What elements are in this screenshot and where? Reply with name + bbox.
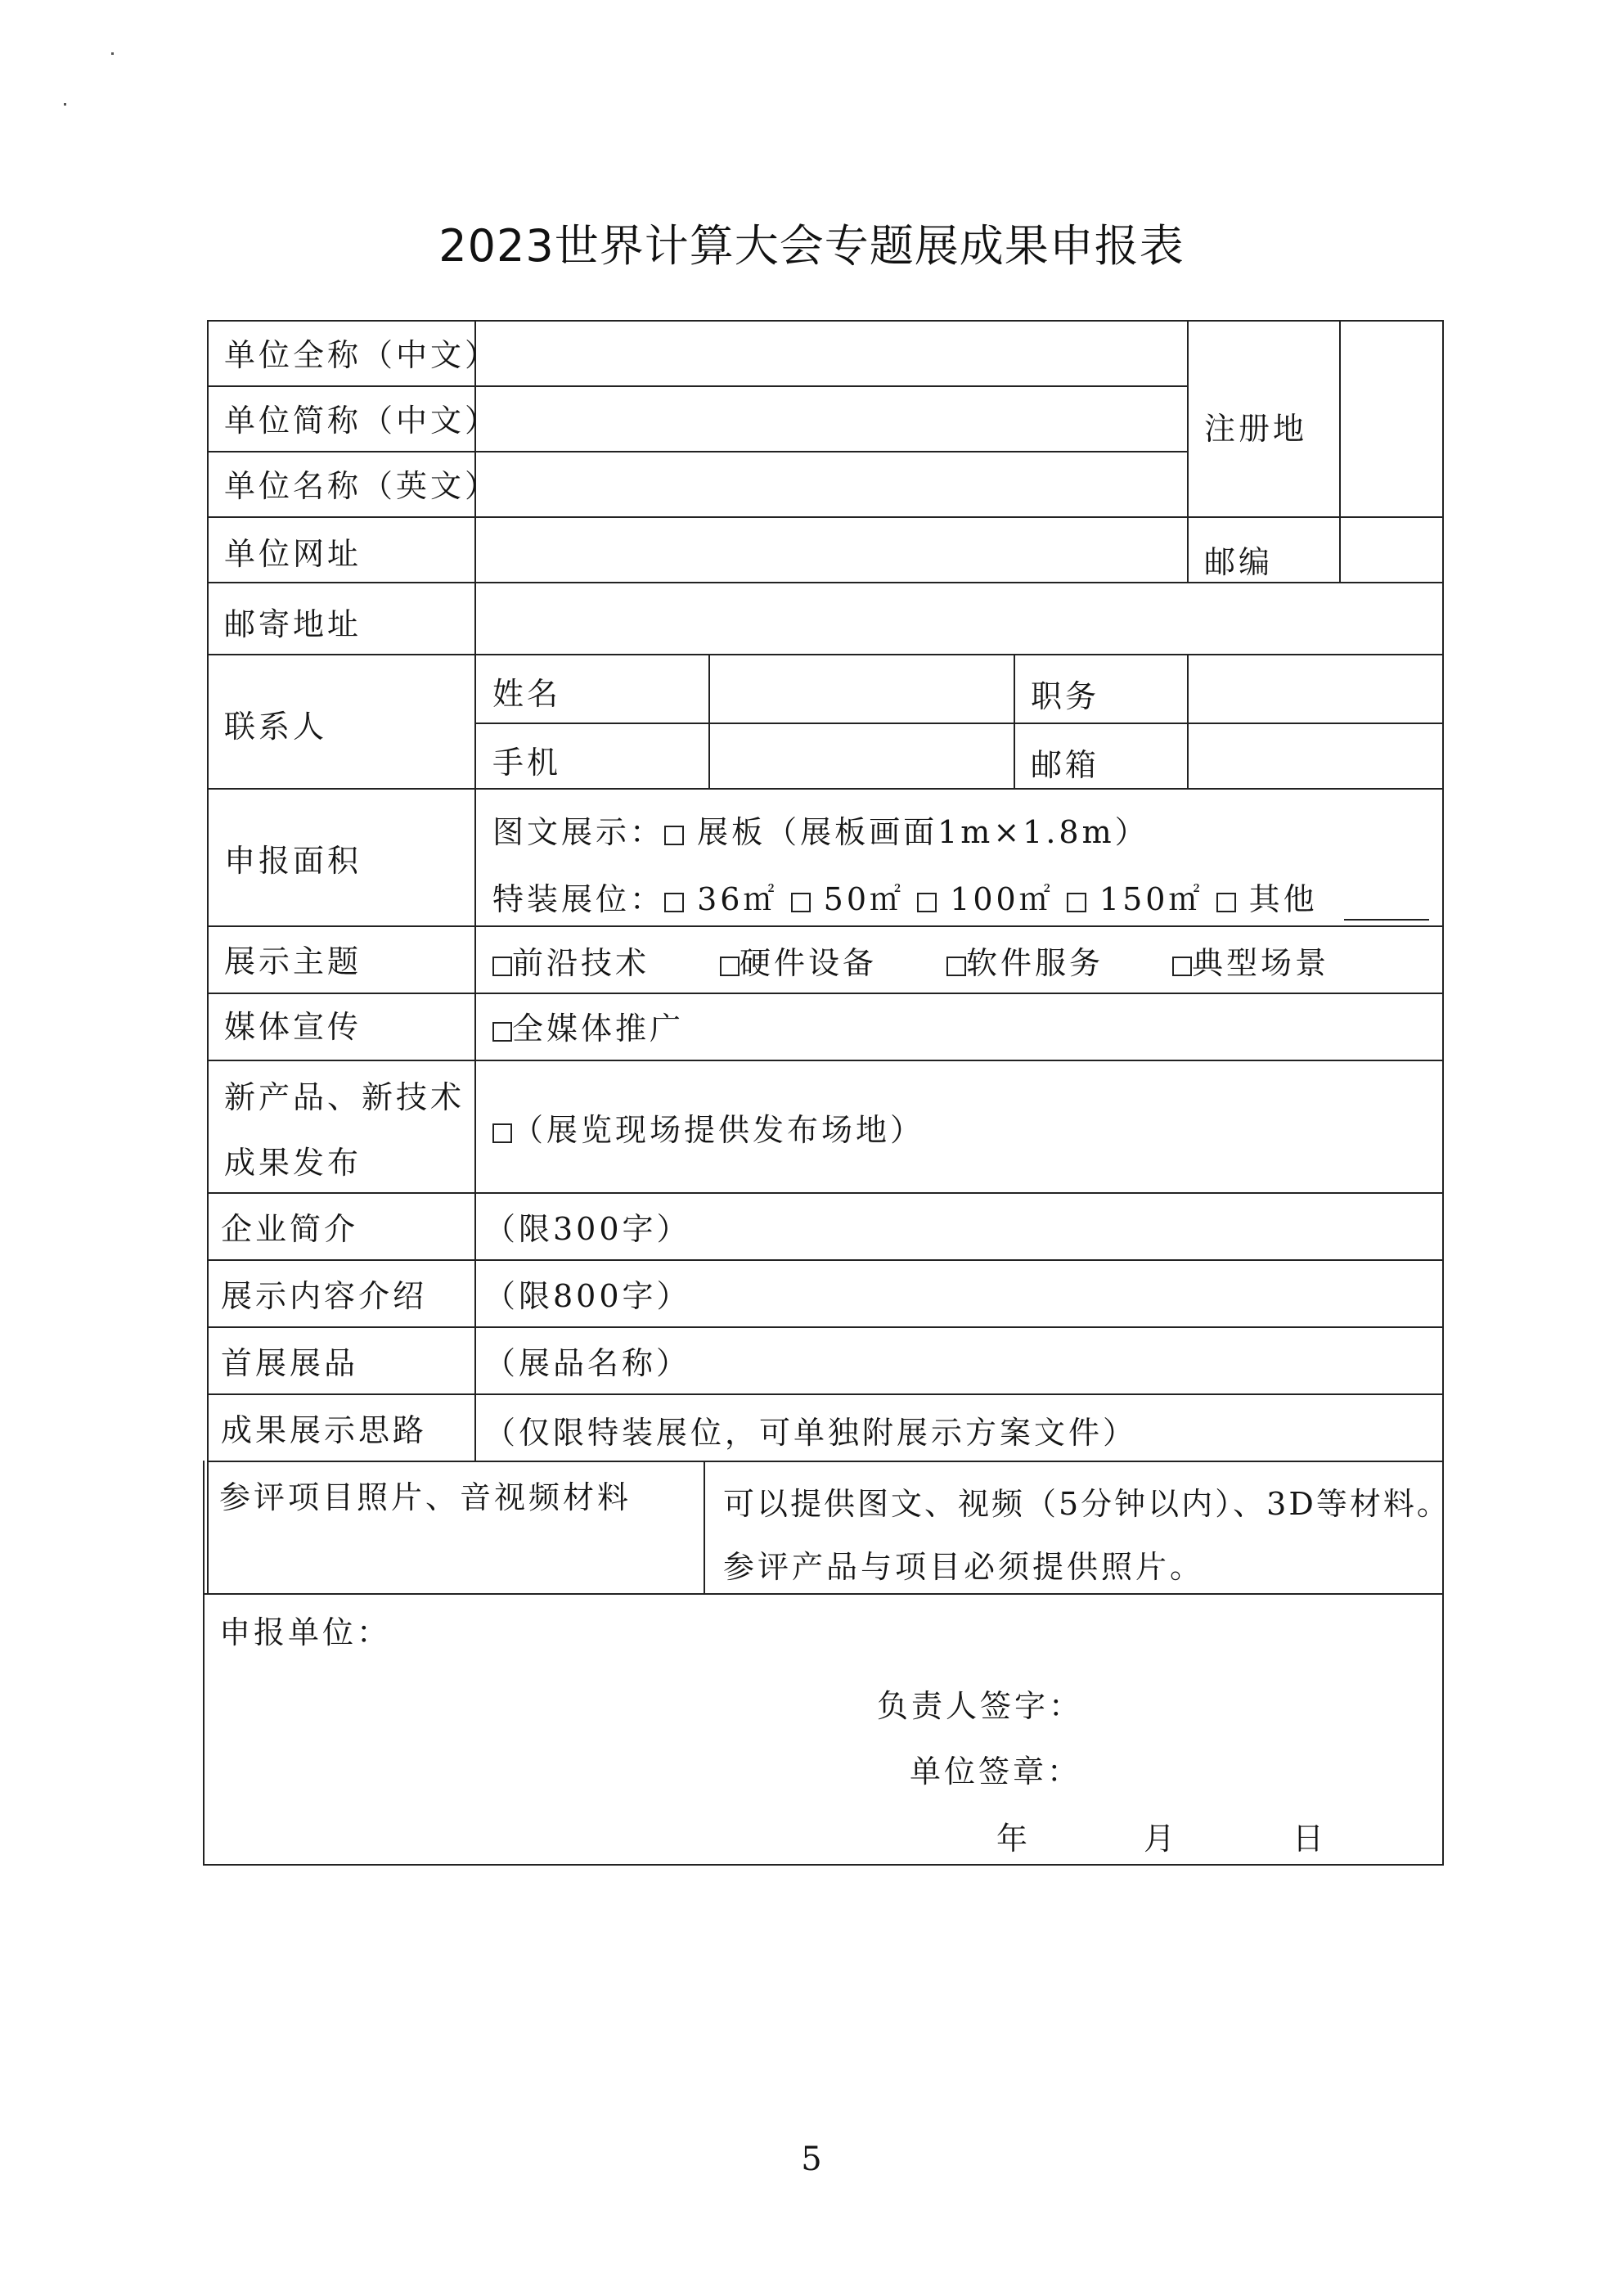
release-option [492,1112,924,1148]
area-36-option: 36㎡ [697,881,778,917]
area-other-underline[interactable] [1344,919,1429,921]
scan-speck [64,103,66,106]
label-contact: 联系人 [224,709,328,745]
theme-option-software [946,945,1104,981]
page-number: 5 [801,2141,822,2178]
page-title: 2023世界计算大会专题展成果申报表 [438,220,1185,272]
area-special-line [492,881,1318,917]
theme-software-label: 软件服务 [966,945,1104,981]
label-contact-name: 姓名 [492,676,562,712]
date-month: 月 [1144,1821,1179,1857]
date-day: 日 [1293,1821,1328,1857]
area-100-checkbox[interactable] [917,893,937,912]
label-contact-mobile: 手机 [492,745,562,781]
area-graphic-line [492,814,1149,850]
label-mailing-address: 邮寄地址 [224,606,362,642]
area-special-label: 特装展位： [492,881,665,917]
label-org-name-cn: 单位全称（中文） [224,337,500,373]
label-company-intro: 企业简介 [221,1211,359,1247]
area-150-option: 150㎡ [1099,881,1203,917]
board-checkbox[interactable] [664,826,684,845]
materials-note-line2: 参评产品与项目必须提供照片。 [723,1549,1205,1585]
theme-frontier-checkbox[interactable] [492,957,512,976]
label-materials: 参评项目照片、音视频材料 [219,1479,632,1515]
label-registered-place: 注册地 [1204,411,1308,447]
company-intro-hint: （限300字） [484,1211,691,1247]
area-board-option: 展板（展板画面1m×1.8m） [697,814,1149,850]
label-display-idea: 成果展示思路 [221,1412,428,1448]
theme-hardware-checkbox[interactable] [720,957,740,976]
date-year: 年 [996,1821,1032,1857]
label-release-line2: 成果发布 [224,1145,362,1181]
first-exhibit-hint: （展品名称） [484,1345,691,1381]
label-org-name-en: 单位名称（英文） [224,468,500,504]
media-option [492,1011,684,1047]
theme-scenario-label: 典型场景 [1192,945,1330,981]
area-other-option: 其他 [1248,881,1318,917]
theme-option-frontier [492,945,650,981]
materials-note-line1: 可以提供图文、视频（5分钟以内）、3D等材料。 [723,1486,1450,1522]
label-contact-email: 邮箱 [1031,747,1100,783]
label-responsible-signature: 负责人签字： [877,1688,1084,1724]
area-50-option: 50㎡ [823,881,905,917]
theme-software-checkbox[interactable] [946,957,966,976]
label-unit-seal: 单位签章： [910,1754,1082,1790]
label-release-line1: 新产品、新技术 [224,1079,465,1115]
release-checkbox[interactable] [492,1123,512,1143]
label-postcode: 邮编 [1204,544,1274,580]
area-graphic-label: 图文展示： [492,814,665,850]
release-option-label: （展览现场提供发布场地） [512,1112,925,1148]
theme-scenario-checkbox[interactable] [1172,957,1192,976]
theme-option-hardware [720,945,877,981]
display-idea-hint: （仅限特装展位，可单独附展示方案文件） [484,1415,1138,1451]
label-content-intro: 展示内容介绍 [221,1278,428,1314]
label-contact-position: 职务 [1031,678,1100,714]
theme-option-scenario [1172,945,1329,981]
area-50-checkbox[interactable] [791,893,811,912]
label-website: 单位网址 [224,536,362,572]
area-36-checkbox[interactable] [664,893,684,912]
area-150-checkbox[interactable] [1067,893,1086,912]
label-first-exhibit: 首展展品 [221,1345,359,1381]
label-media: 媒体宣传 [224,1009,362,1045]
theme-frontier-label: 前沿技术 [512,945,650,981]
content-intro-hint: （限800字） [484,1278,691,1314]
area-other-checkbox[interactable] [1216,893,1236,912]
label-applicant: 申报单位： [219,1614,392,1650]
media-checkbox[interactable] [492,1022,512,1042]
scan-speck [111,52,114,55]
label-theme: 展示主题 [224,943,362,979]
label-org-abbr-cn: 单位简称（中文） [224,403,500,439]
area-100-option: 100㎡ [950,881,1054,917]
label-area: 申报面积 [224,843,362,879]
media-option-label: 全媒体推广 [512,1011,685,1047]
theme-hardware-label: 硬件设备 [740,945,878,981]
